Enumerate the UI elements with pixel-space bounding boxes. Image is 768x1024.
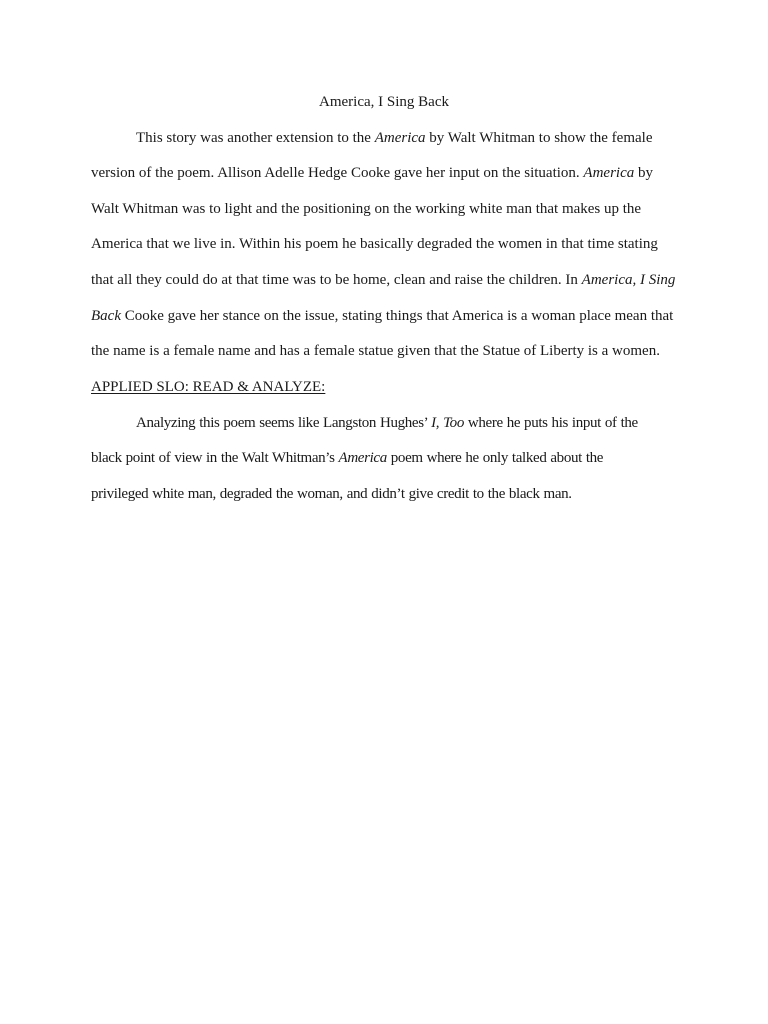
italic-run: America, I Sing xyxy=(581,272,676,288)
text-run: by xyxy=(634,165,653,181)
paragraph-2-line-3 xyxy=(91,483,572,505)
text-run: the name is a female name and has a female statue given that the Statue of Liberty is a women. xyxy=(91,343,660,359)
text-run: poem where he only talked about the xyxy=(386,450,604,466)
text-run: Analyzing this poem seems like Langston Hughes’ xyxy=(136,415,432,431)
italic-run: I, Too xyxy=(431,415,464,431)
text-run: Cooke gave her stance on the issue, stating things that America is a woman place mean that xyxy=(120,308,674,324)
paragraph-2-line-2 xyxy=(91,447,603,469)
paragraph-1-line-6 xyxy=(91,305,673,327)
paragraph-1-line-7 xyxy=(91,340,660,362)
text-run: privileged white man, degraded the woman, and didn’t give credit to the black man. xyxy=(91,486,572,502)
text-run: Walt Whitman was to light and the positioning on the working white man that makes up the xyxy=(91,201,642,217)
italic-run: America xyxy=(374,130,426,146)
text-run: by Walt Whitman to show the female xyxy=(425,130,653,146)
paragraph-1-line-5 xyxy=(91,269,675,291)
italic-run: Back xyxy=(91,308,121,324)
document-title: America, I Sing Back xyxy=(319,94,449,110)
paragraph-1-line-3 xyxy=(91,198,641,220)
section-heading: APPLIED SLO: READ & ANALYZE: xyxy=(91,379,326,395)
italic-run: America xyxy=(583,165,635,181)
text-run: black point of view in the Walt Whitman’s xyxy=(91,450,339,466)
paragraph-2-line-1 xyxy=(136,412,638,434)
paragraph-1-line-2 xyxy=(91,162,653,184)
paragraph-1-line-1 xyxy=(136,127,653,149)
paragraph-1-line-4 xyxy=(91,233,658,255)
text-run: version of the poem. Allison Adelle Hedge Cooke gave her input on the situation. xyxy=(91,165,584,181)
text-run: that all they could do at that time was to be home, clean and raise the children. In xyxy=(91,272,582,288)
text-run: where he puts his input of the xyxy=(464,415,638,431)
italic-run: America xyxy=(338,450,387,466)
text-run: This story was another extension to the xyxy=(136,130,375,146)
text-run: America that we live in. Within his poem he basically degraded the women in that time stating xyxy=(91,236,658,252)
